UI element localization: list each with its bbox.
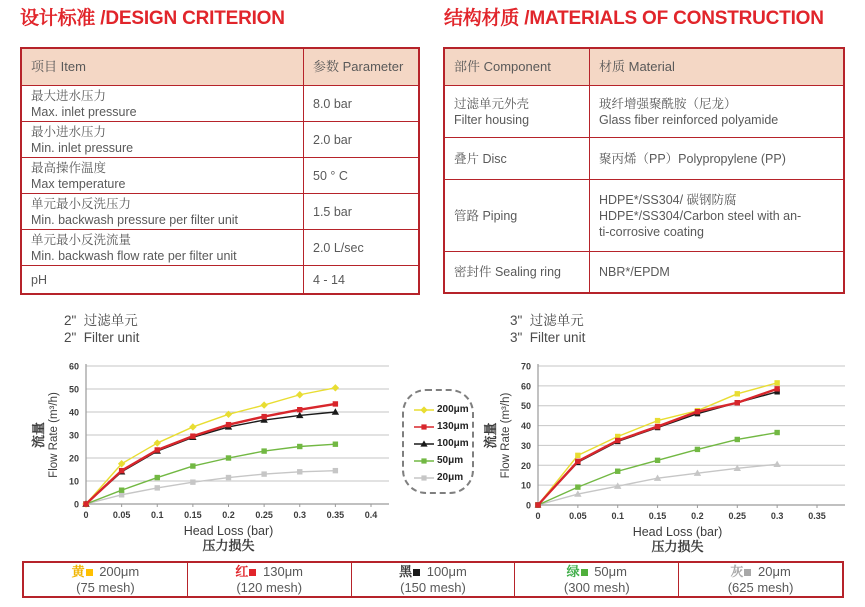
marker-square bbox=[535, 502, 540, 507]
mesh-count: (120 mesh) bbox=[236, 579, 303, 595]
legend-item bbox=[413, 435, 472, 452]
item-cell bbox=[445, 138, 589, 179]
column-header: 项目 Item bbox=[31, 59, 86, 74]
item-line: 最小进水压力 bbox=[31, 124, 107, 139]
mesh-key-cell bbox=[24, 563, 187, 596]
value-line: 50 ° C bbox=[313, 168, 348, 183]
marker-diamond bbox=[189, 423, 196, 430]
marker-square bbox=[774, 380, 779, 385]
color-name-zh: 绿 bbox=[566, 563, 580, 579]
y-tick-label: 30 bbox=[520, 440, 531, 451]
marker-square bbox=[333, 401, 338, 406]
marker-square bbox=[226, 475, 231, 480]
table-row bbox=[22, 265, 418, 293]
chart-legend-box bbox=[402, 389, 474, 494]
marker-square bbox=[297, 407, 302, 412]
marker-square bbox=[774, 430, 779, 435]
item-line: Min. backwash flow rate per filter unit bbox=[31, 248, 237, 263]
materials-title: 结构材质 /MATERIALS OF CONSTRUCTION bbox=[444, 8, 824, 29]
item-line: Min. inlet pressure bbox=[31, 140, 134, 155]
value-line: 2.0 L/sec bbox=[313, 240, 364, 255]
legend-marker-20μm bbox=[413, 473, 435, 483]
marker-square bbox=[83, 501, 88, 506]
item-cell bbox=[22, 122, 303, 157]
value-line: 2.0 bar bbox=[313, 132, 352, 147]
item-line: pH bbox=[31, 272, 47, 287]
value-line: 8.0 bar bbox=[313, 96, 352, 111]
value-cell bbox=[589, 180, 843, 251]
color-name-zh: 灰 bbox=[730, 563, 744, 579]
legend-item bbox=[413, 469, 472, 486]
micron-label: 130μm bbox=[259, 563, 304, 579]
mesh-key-cell bbox=[514, 563, 678, 596]
marker-diamond bbox=[420, 406, 427, 413]
x-axis-label: Head Loss (bar) bbox=[632, 525, 723, 539]
x-tick-label: 0.2 bbox=[222, 510, 235, 520]
legend-label: 130μm bbox=[437, 421, 469, 432]
x-tick-label: 0.15 bbox=[648, 511, 667, 521]
item-line: Min. backwash pressure per filter unit bbox=[31, 212, 239, 227]
mesh-key-cell bbox=[187, 563, 351, 596]
color-name-zh: 黑 bbox=[399, 563, 413, 579]
value-line: HDPE*/SS304/Carbon steel with an- bbox=[599, 208, 802, 223]
table-header-row bbox=[445, 49, 843, 85]
x-tick-label: 0.05 bbox=[112, 510, 131, 520]
item-cell bbox=[22, 194, 303, 229]
marker-square bbox=[615, 438, 620, 443]
x-tick-label: 0.35 bbox=[808, 511, 826, 521]
marker-square bbox=[575, 484, 580, 489]
item-line: 管路 Piping bbox=[454, 208, 518, 223]
x-tick-label: 0.35 bbox=[326, 510, 345, 520]
marker-square bbox=[119, 468, 124, 473]
value-line: 聚丙烯（PP）Polypropylene (PP) bbox=[599, 151, 786, 166]
value-cell bbox=[303, 122, 418, 157]
mesh-key-line1 bbox=[235, 564, 303, 580]
x-tick-label: 0.15 bbox=[184, 510, 202, 520]
design-criterion-title: 设计标准 /DESIGN CRITERION bbox=[20, 8, 285, 29]
marker-square bbox=[119, 488, 124, 493]
value-line: HDPE*/SS304/ 碳钢防腐 bbox=[599, 192, 737, 207]
item-cell bbox=[22, 230, 303, 265]
item-line: 密封件 Sealing ring bbox=[454, 265, 561, 279]
marker-square bbox=[695, 409, 700, 414]
marker-square bbox=[774, 386, 779, 391]
x-axis-label: Head Loss (bar) bbox=[183, 524, 274, 538]
item-line: Max temperature bbox=[31, 176, 126, 191]
mesh-key-line1 bbox=[399, 564, 467, 580]
marker-square bbox=[261, 414, 266, 419]
series-line-130μm bbox=[538, 389, 777, 505]
y-tick-label: 50 bbox=[520, 401, 531, 412]
value-line: 玻纤增强聚酰胺（尼龙） bbox=[599, 96, 737, 111]
marker-diamond bbox=[332, 384, 339, 391]
y-tick-label: 40 bbox=[520, 421, 531, 432]
marker-square bbox=[261, 448, 266, 453]
value-cell bbox=[303, 86, 418, 121]
marker-square bbox=[226, 455, 231, 460]
item-line: 最大进水压力 bbox=[31, 88, 107, 103]
marker-square bbox=[421, 458, 426, 463]
color-name-zh: 黄 bbox=[71, 563, 85, 579]
marker-square bbox=[261, 471, 266, 476]
mesh-key-cell bbox=[678, 563, 842, 596]
item-cell bbox=[22, 266, 303, 293]
marker-square bbox=[655, 418, 660, 423]
micron-label: 20μm bbox=[754, 563, 791, 579]
y-axis-label: Flow Rate (m³/h) bbox=[48, 392, 60, 478]
x-tick-label: 0.05 bbox=[569, 511, 587, 521]
marker-square bbox=[297, 444, 302, 449]
legend-item bbox=[413, 418, 472, 435]
marker-square bbox=[735, 400, 740, 405]
series-line-100μm bbox=[538, 392, 777, 505]
item-line: 叠片 Disc bbox=[454, 151, 507, 166]
marker-square bbox=[226, 422, 231, 427]
x-tick-label: 0.2 bbox=[691, 511, 704, 521]
marker-square bbox=[615, 469, 620, 474]
x-tick-label: 0 bbox=[535, 511, 541, 521]
item-line: Max. inlet pressure bbox=[31, 104, 137, 119]
y-axis-label: Flow Rate (m³/h) bbox=[500, 392, 512, 479]
marker-diamond bbox=[154, 439, 161, 446]
table-row bbox=[445, 85, 843, 137]
legend-marker-200μm bbox=[413, 405, 435, 415]
mesh-size-color-key bbox=[22, 561, 844, 598]
marker-square bbox=[575, 453, 580, 458]
y-tick-label: 10 bbox=[68, 476, 79, 487]
legend-label: 20μm bbox=[437, 472, 464, 483]
table-row bbox=[22, 85, 418, 121]
y-tick-label: 60 bbox=[68, 361, 79, 372]
y-axis-label-zh: 流量 bbox=[483, 422, 498, 449]
legend-marker-130μm bbox=[413, 422, 435, 432]
micron-label: 200μm bbox=[95, 563, 140, 579]
column-header: 材质 Material bbox=[589, 49, 843, 85]
x-axis-label-zh: 压力损失 bbox=[651, 539, 704, 554]
table-row bbox=[445, 251, 843, 292]
marker-square bbox=[575, 459, 580, 464]
mesh-count: (625 mesh) bbox=[727, 579, 794, 595]
item-cell bbox=[22, 86, 303, 121]
x-tick-label: 0.1 bbox=[150, 510, 164, 520]
value-cell bbox=[303, 266, 418, 293]
flow-rate-chart-3in bbox=[468, 356, 860, 556]
table-row bbox=[445, 179, 843, 251]
y-tick-label: 0 bbox=[525, 500, 531, 511]
micron-label: 100μm bbox=[423, 563, 467, 579]
marker-square bbox=[297, 469, 302, 474]
marker-square bbox=[333, 468, 338, 473]
marker-square bbox=[735, 437, 740, 442]
table-row bbox=[22, 229, 418, 265]
legend-label: 50μm bbox=[437, 455, 464, 466]
y-tick-label: 70 bbox=[520, 361, 531, 372]
value-cell bbox=[589, 138, 843, 179]
y-tick-label: 60 bbox=[520, 381, 531, 392]
value-line: 4 - 14 bbox=[313, 272, 345, 287]
item-line: Filter housing bbox=[454, 112, 530, 127]
value-cell bbox=[303, 158, 418, 193]
color-swatch bbox=[413, 569, 420, 576]
color-swatch bbox=[249, 569, 256, 576]
item-line: 单元最小反洗压力 bbox=[31, 196, 132, 211]
x-tick-label: 0.3 bbox=[293, 510, 307, 520]
marker-square bbox=[695, 447, 700, 452]
marker-square bbox=[655, 424, 660, 429]
marker-diamond bbox=[260, 401, 267, 408]
marker-square bbox=[155, 485, 160, 490]
value-cell bbox=[303, 194, 418, 229]
x-tick-label: 0.25 bbox=[255, 510, 273, 520]
marker-square bbox=[190, 479, 195, 484]
legend-marker-100μm bbox=[413, 439, 435, 449]
legend-label: 100μm bbox=[437, 438, 469, 449]
marker-square bbox=[155, 475, 160, 480]
legend-marker-50μm bbox=[413, 456, 435, 466]
flow-rate-chart-2in bbox=[16, 356, 401, 556]
y-tick-label: 20 bbox=[520, 460, 531, 471]
value-line: 1.5 bar bbox=[313, 204, 352, 219]
x-tick-label: 0.3 bbox=[770, 511, 784, 521]
mesh-count: (150 mesh) bbox=[400, 579, 466, 595]
value-line: Glass fiber reinforced polyamide bbox=[599, 112, 779, 127]
marker-square bbox=[155, 447, 160, 452]
table-header-row bbox=[22, 49, 418, 85]
design-criterion-table bbox=[20, 47, 420, 295]
y-tick-label: 40 bbox=[68, 407, 79, 418]
x-tick-label: 0.1 bbox=[611, 511, 624, 521]
mesh-key-line1 bbox=[72, 564, 140, 580]
table-row bbox=[22, 193, 418, 229]
mesh-count: (75 mesh) bbox=[76, 579, 135, 595]
materials-table bbox=[443, 47, 845, 294]
mesh-count: (300 mesh) bbox=[563, 579, 630, 595]
mesh-key-line1 bbox=[567, 564, 627, 580]
column-header: 部件 Component bbox=[454, 59, 551, 74]
marker-square bbox=[119, 492, 124, 497]
marker-square bbox=[735, 391, 740, 396]
y-tick-label: 50 bbox=[68, 384, 79, 395]
chart-2in-title: 2" 过滤单元 2" Filter unit bbox=[64, 313, 140, 345]
x-tick-label: 0 bbox=[83, 510, 89, 520]
color-swatch bbox=[744, 569, 751, 576]
item-line: 单元最小反洗流量 bbox=[31, 232, 132, 247]
micron-label: 50μm bbox=[590, 563, 627, 579]
item-cell bbox=[445, 252, 589, 292]
table-row bbox=[445, 137, 843, 179]
table-row bbox=[22, 157, 418, 193]
item-cell bbox=[445, 86, 589, 137]
value-cell bbox=[589, 252, 843, 292]
marker-diamond bbox=[296, 391, 303, 398]
color-swatch bbox=[86, 569, 93, 576]
item-cell bbox=[445, 180, 589, 251]
chart-3in-title: 3" 过滤单元 3" Filter unit bbox=[510, 313, 586, 345]
column-header: 参数 Parameter bbox=[303, 49, 418, 85]
marker-square bbox=[655, 458, 660, 463]
x-tick-label: 0.25 bbox=[728, 511, 747, 521]
y-tick-label: 20 bbox=[68, 453, 79, 464]
mesh-key-cell bbox=[351, 563, 515, 596]
item-line: 最高操作温度 bbox=[31, 160, 107, 175]
legend-label: 200μm bbox=[437, 404, 469, 415]
color-name-zh: 红 bbox=[235, 563, 249, 579]
marker-square bbox=[421, 475, 426, 480]
series-line-20μm bbox=[86, 471, 335, 504]
marker-square bbox=[190, 433, 195, 438]
x-tick-label: 0.4 bbox=[364, 510, 378, 520]
marker-triangle bbox=[773, 461, 780, 467]
value-cell bbox=[303, 230, 418, 265]
y-tick-label: 30 bbox=[68, 430, 79, 441]
y-tick-label: 0 bbox=[73, 499, 79, 510]
series-line-50μm bbox=[538, 433, 777, 505]
marker-square bbox=[190, 463, 195, 468]
mesh-key-line1 bbox=[730, 564, 790, 580]
x-axis-label-zh: 压力损失 bbox=[202, 538, 255, 553]
marker-square bbox=[333, 442, 338, 447]
value-cell bbox=[589, 86, 843, 137]
y-axis-label-zh: 流量 bbox=[31, 421, 46, 449]
legend-item bbox=[413, 401, 472, 418]
marker-square bbox=[421, 424, 426, 429]
item-cell bbox=[22, 158, 303, 193]
y-tick-label: 10 bbox=[520, 480, 531, 491]
color-swatch bbox=[581, 569, 588, 576]
table-row bbox=[22, 121, 418, 157]
value-line: NBR*/EPDM bbox=[599, 265, 670, 279]
item-line: 过滤单元外壳 bbox=[454, 96, 530, 111]
legend-item bbox=[413, 452, 472, 469]
value-line: ti-corrosive coating bbox=[599, 224, 704, 239]
